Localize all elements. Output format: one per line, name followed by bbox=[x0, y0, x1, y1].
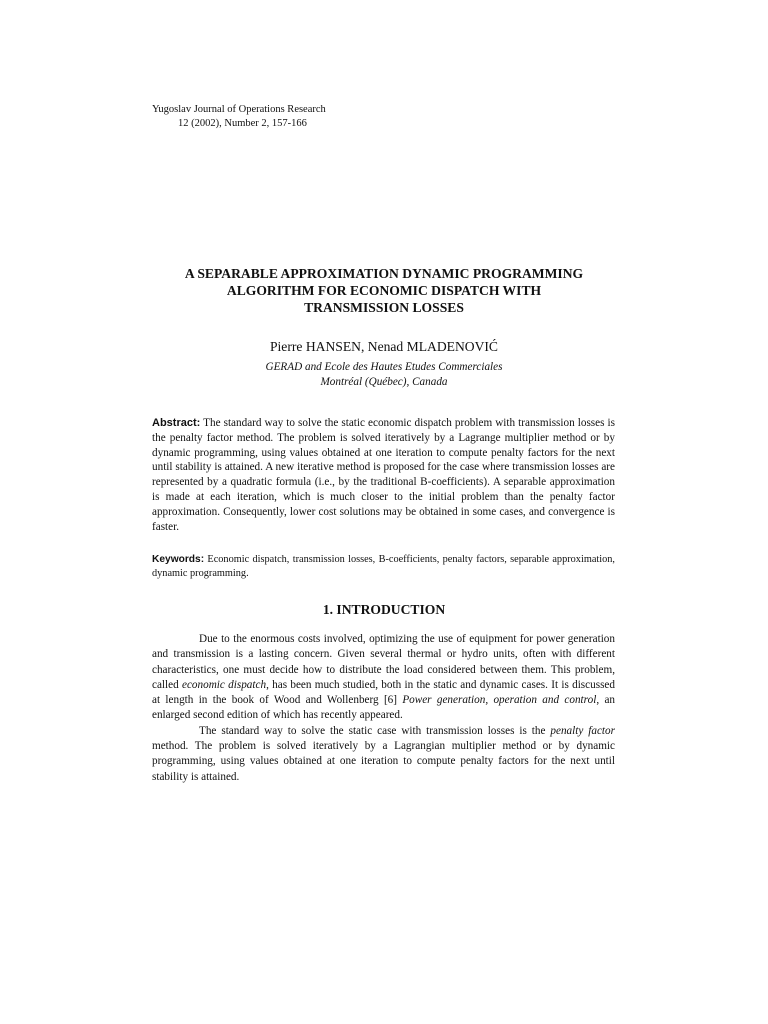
p1-emphasis-2: Power generation, operation and control bbox=[402, 694, 597, 707]
journal-citation bbox=[152, 103, 326, 131]
journal-volume: 12 (2002), Number 2, 157-166 bbox=[178, 118, 307, 129]
p2-text-a: The standard way to solve the static case with transmission losses is the bbox=[199, 724, 551, 737]
paragraph-1 bbox=[152, 632, 615, 724]
p2-emphasis: penalty factor bbox=[550, 724, 615, 737]
p1-text-b: , has been much studied, both in the static and dynamic cases. It is discussed at length in the book of Wood and Wollenberg [6] bbox=[152, 678, 615, 707]
keywords bbox=[152, 553, 615, 581]
title-line-2: ALGORITHM FOR ECONOMIC DISPATCH WITH bbox=[226, 283, 542, 298]
section-body bbox=[152, 632, 615, 785]
affiliation bbox=[130, 360, 638, 390]
keywords-text: Economic dispatch, transmission losses, B-coefficients, penalty factors, separable approximation, dynamic programming. bbox=[152, 554, 615, 579]
p1-text-a: Due to the enormous costs involved, optimizing the use of equipment for power generation and transmission is a lasting concern. Given several thermal or hydro units, often with different characteristics, one must decide how to distribute the load considered between them. This problem, called bbox=[152, 633, 615, 691]
abstract bbox=[152, 416, 615, 534]
paper-title bbox=[130, 265, 638, 316]
keywords-label: Keywords: bbox=[152, 554, 205, 565]
affiliation-line-2: Montréal (Québec), Canada bbox=[320, 376, 448, 388]
section-heading: 1. INTRODUCTION bbox=[322, 602, 446, 617]
affiliation-line-1: GERAD and Ecole des Hautes Etudes Commerciales bbox=[265, 361, 503, 373]
p1-emphasis-1: economic dispatch bbox=[182, 678, 267, 691]
p2-text-b: method. The problem is solved iteratively by a Lagrangian multiplier method or by dynamic programming, using values obtained at one iteration to compute penalty factors for the next until stability is attained. bbox=[152, 740, 615, 783]
authors: Pierre HANSEN, Nenad MLADENOVIĆ bbox=[269, 339, 499, 354]
p1-text-c: , an enlarged second edition of which has recently appeared. bbox=[152, 694, 615, 722]
journal-name: Yugoslav Journal of Operations Research bbox=[152, 104, 326, 115]
paragraph-2 bbox=[152, 724, 615, 785]
title-line-3: TRANSMISSION LOSSES bbox=[304, 300, 464, 315]
abstract-label: Abstract: bbox=[152, 417, 201, 429]
title-line-1: A SEPARABLE APPROXIMATION DYNAMIC PROGRAMMING bbox=[184, 266, 584, 281]
abstract-text: The standard way to solve the static economic dispatch problem with transmission losses is the penalty factor method. The problem is solved iteratively by a Lagrange multiplier method or by dynamic programming, using values obtained at one iteration to compute penalty factors for the next until stability is attained. A new iterative method is proposed for the case where transmission losses are represented by a quadratic formula (i.e., by the traditional B-coefficients). A separable approximation is made at each iteration, which is much closer to the initial problem than the penalty factor approximation. Consequently, lower cost solutions may be obtained in some cases, and convergence is faster. bbox=[152, 417, 615, 533]
